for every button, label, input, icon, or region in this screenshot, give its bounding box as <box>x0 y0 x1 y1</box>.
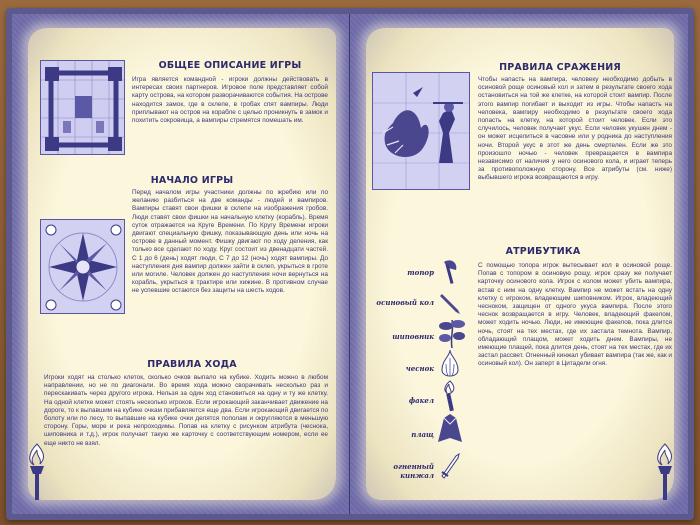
section-text-start: Перед началом игры участники должны по жребию или по желанию разбиться на две команды - людей и вампиров. Вампиры ставят свои фишки в склепе на изображения гробов. Люди ставят свои фишки на начальную клетку (корабль). Время суток отражается на Круге Времени. По Кругу Времени игроки двигают специальную фишку, показывающую день или ночь на острове в данный момент. Фишку двигают по ходу деления, как только все сделают по ходу. Круг состоит из двенадцати частей. С 1 до 6 (день) ходят люди, С 7 до 12 (ночь) ходят вампиры. До наступления дня вампир должен зайти в склеп, укрыться в гроте или могиле. Человек должен до наступления ночи вернуться на корабль, укрыться в трактире или хижине. В противном случае не успевшие остаются без защиты на шесть ходов. <box>132 189 328 295</box>
section-title-overview: ОБЩЕЕ ОПИСАНИЕ ИГРЫ <box>158 60 302 71</box>
section-title-start: НАЧАЛО ИГРЫ <box>150 175 234 186</box>
booklet <box>6 8 694 520</box>
dagger-icon <box>438 450 462 480</box>
section-title-attributes: АТРИБУТИКА <box>505 246 581 257</box>
battle-scene-icon <box>372 72 470 190</box>
torch-icon <box>24 442 50 502</box>
stake-icon <box>438 290 462 316</box>
section-text-attributes: С помощью топора игрок вытесывает кол в осиновой роще. Попав с топором в осиновую рощу, игрок сразу же получает карточку осинового кола. Игрок с колом может убить вампира, встав с ним на одну клетку. Вампир не может встать на одну клетку с игроком, владеющим шиповником. Игрок, владеющий чесноком, защищен от одного укуса вампира. После этого чеснок возвращается в игру. Человек, владеющий факелом, может ходить ночью. Люди, не имеющие факелов, пока длится ночь, стоят на тех местах, где их застала темнота. Вампир, обладающий плащом, может ходить днем. Вампиры, не имеющие плащей, пока длится день, стоят на тех местах, где их застал рассвет. Огненный кинжал убивает вампира (так же, как и осиновый кол). Он заперт в Цитадели огня. <box>478 262 672 368</box>
right-page <box>350 14 688 514</box>
castle-map-icon <box>40 60 125 155</box>
rosehip-icon <box>436 314 468 350</box>
section-text-battle: Чтобы напасть на вампира, человеку необходимо добыть в осиновой роще осиновый кол и затем в результате своего хода остановиться на той же клетке, на которой стоит вампир. После этого вампир погибает и выходит из игры. Чтобы напасть на человека, вампиру необходимо в результате своего хода попасть на клетку, на которой стоит человек. Если это случилось, человек получает укус. Если человек укушен днем - он может исцелиться в часовне или у родника до наступления ночи. Второй укус в этот же день смертелен. Если же это произошло ночью - человек превращается в вампира независимо от наличия у него осинового кола, и играет теперь за противоположную сторону. Все атрибуты (см. ниже) выбывшего игрока возвращаются в игру. <box>478 76 672 182</box>
section-title-battle: ПРАВИЛА СРАЖЕНИЯ <box>499 62 621 73</box>
section-text-overview: Игра является командной - игроки должны действовать в интересах своих партнеров. Игровое поле представляет собой карту острова, на котором разворачиваются события. На острове находится замок, где в склепе, в гробах спят вампиры. Люди приплывают на остров на корабле с целью проникнуть в замок и похитить сокровища, а вампиры стремятся помешать им. <box>132 76 328 125</box>
attribute-label-cloak: плащ <box>411 430 434 439</box>
attribute-label-torch: факел <box>408 396 434 405</box>
section-title-moves: ПРАВИЛА ХОДА <box>147 359 237 370</box>
attribute-label-rosehip: шиповник <box>392 332 434 341</box>
attribute-label-dagger: огненный кинжал <box>393 462 434 480</box>
section-text-moves: Игроки ходят на столько клеток, сколько очков выпало на кубике. Ходить можно в любом направлении, но не по диагонали. Во время хода можно сворачивать несколько раз и перескакивать через другого игрока. Нельзя за один ход становиться на одну и ту же клетку. На одной клетке может стоять несколько игроков. Если игрокающий заканчивает движение на дороге, то к выпавшим на кубике очкам прибавляется еще два. Если игрокающий двигается по болоту или по лесу, то выпавшие на кубике очки делятся пополам и округляются в меньшую сторону. Горы, море и река непроходимы. Попав на клетку с рисунком атрибута (чеснока, шиповника и т.д.), игрок получает такую же карточку с соответствующим номером, если ее еще никто не взял. <box>44 374 328 447</box>
attribute-label-garlic: чеснок <box>405 364 434 373</box>
cloak-icon <box>436 412 464 446</box>
time-circle-icon <box>40 219 125 314</box>
garlic-icon <box>438 348 462 380</box>
axe-icon <box>438 258 462 284</box>
torch-item-icon <box>440 380 460 412</box>
attribute-label-axe: топор <box>407 268 434 277</box>
torch-icon-right <box>652 442 678 502</box>
attribute-label-stake: осиновый кол <box>376 298 434 307</box>
left-page <box>12 14 350 514</box>
